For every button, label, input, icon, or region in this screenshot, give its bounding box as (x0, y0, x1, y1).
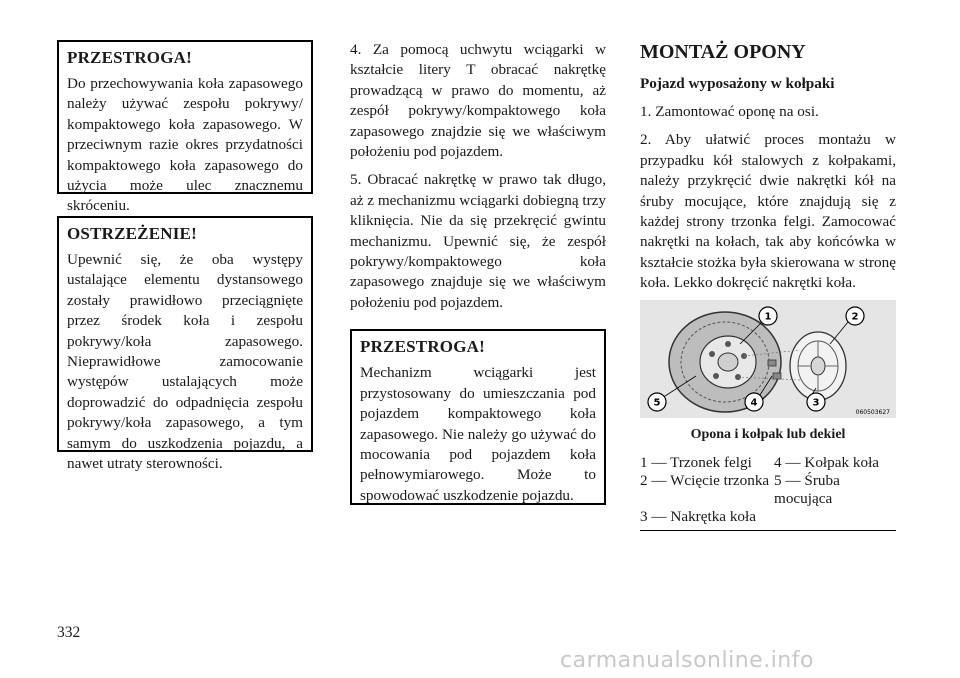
step-5: 5. Obracać nakrętkę w prawo tak długo, aż z mechanizmu wciągarki dobiegną trzy kliknięcia. Nie da się przekręcić gwintu mechanizmu. Upewnić się, że zespół pokrywy/kompaktowego koła zapasowego znajduje się we właściwym położeniu pod pojazdem. (350, 171, 606, 311)
figure-caption: Opona i kołpak lub dekiel (690, 426, 846, 442)
svg-text:1: 1 (764, 311, 772, 323)
tire-icon (669, 312, 781, 412)
callout-3 (807, 393, 825, 411)
legend-item: 1 — Trzonek felgi (640, 453, 752, 471)
caution-text: Do przechowywania koła zapasowego należy używać zespołu pokrywy/ kompaktowego koła zapasowego. W przeciwnym razie okres przydatności kompaktowego koła zapasowego do użycia może ulec znacznemu skróceniu. (67, 75, 303, 215)
svg-text:3: 3 (812, 397, 820, 409)
warning-text: Upewnić się, że oba występy ustalające elementu dystansowego zostały prawidłowo przeciągnięte przez środek koła i zespołu pokrywy/koła zapasowego. Nieprawidłowe zamocowanie występów ustalających może doprowadzić do odpadnięcia zespołu pokrywy/koła zapasowego, a tym samym do uszkodzenia pojazdu, a nawet utraty sterowności. (67, 251, 303, 473)
step-4: 4. Za pomocą uchwytu wciągarki w kształcie litery T obracać nakrętkę prowadzącą w prawo do momentu, aż zespół pokrywy/kompaktowego koła zapasowego znajdzie się we właściwym położeniu pod pojazdem. (350, 41, 606, 161)
legend-item: 3 — Nakrętka koła (640, 507, 756, 525)
callout-5 (648, 393, 666, 411)
watermark: carmanualsonline.info (560, 648, 814, 673)
callout-1 (759, 307, 777, 325)
legend-item (774, 508, 896, 526)
legend-item: 2 — Wcięcie trzonka (640, 471, 770, 489)
warning-title: OSTRZEŻENIE! (67, 224, 197, 243)
figure-legend (640, 454, 896, 526)
wheel-figure (640, 300, 896, 418)
section-heading: MONTAŻ OPONY (640, 41, 806, 63)
page-number: 332 (57, 624, 81, 641)
caution-title-2: PRZESTROGA! (360, 337, 485, 357)
middle-column (350, 40, 606, 505)
warning-box (57, 216, 313, 473)
caution-title: PRZESTROGA! (67, 48, 192, 67)
svg-text:5: 5 (653, 397, 661, 409)
step-2: 2. Aby ułatwić proces montażu w przypadku kół stalowych z kołpakami, należy przykręcić dwie nakrętki kół na śruby mocujące, które znajdują się z każdej strony trzonka felgi. Zamocować nakrętki na kołach, tak aby końcówka w kształcie stożka była skierowana w stronę koła. Lekko dokręcić nakrętki koła. (640, 131, 896, 292)
right-column (640, 40, 896, 531)
left-column (57, 40, 313, 473)
svg-text:2: 2 (851, 311, 859, 323)
callout-2 (846, 307, 864, 325)
figure-code: 060503627 (855, 408, 890, 416)
section-subheading: Pojazd wyposażony w kołpaki (640, 75, 835, 92)
wheel-illustration (640, 300, 896, 418)
legend-divider (640, 530, 896, 531)
legend-item: 5 — Śruba mocująca (774, 471, 840, 507)
hubcap-icon (790, 332, 846, 400)
legend-item: 4 — Kołpak koła (774, 453, 880, 471)
callout-4 (745, 393, 763, 411)
svg-text:4: 4 (750, 397, 758, 409)
step-1: 1. Zamontować oponę na osi. (640, 103, 819, 120)
caution-text-2: Mechanizm wciągarki jest przystosowany do umieszczania pod pojazdem kompaktowego koła zapasowego. Nie należy go używać do mocowania pod pojazdem koła pełnowymiarowego. Może to spowodować uszkodzenie pojazdu. (360, 364, 596, 504)
caution-box (57, 40, 313, 215)
caution-box-2 (350, 329, 606, 505)
